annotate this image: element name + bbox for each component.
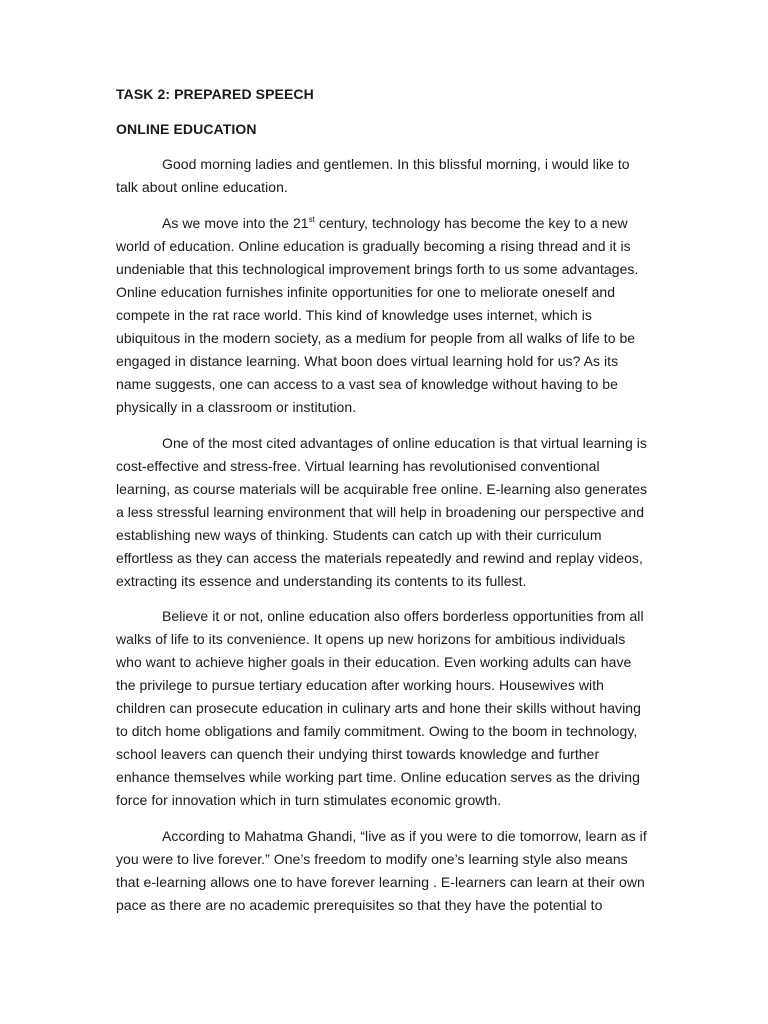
paragraph-line: the privilege to pursue tertiary education after working hours. Housewives with — [116, 677, 604, 693]
paragraph-line: extracting its essence and understanding its contents to its fullest. — [116, 573, 527, 589]
paragraph-line: force for innovation which in turn stimulates economic growth. — [116, 792, 502, 808]
paragraph-line: physically in a classroom or institution. — [116, 399, 357, 415]
paragraph-line: learning, as course materials will be acquirable free online. E-learning also generates — [116, 481, 648, 497]
paragraph-line: Good morning ladies and gentlemen. In this blissful morning, i would like to — [162, 156, 630, 172]
paragraph-line — [116, 212, 656, 235]
paragraph-greeting — [116, 153, 656, 199]
paragraph-line: to ditch home obligations and family commitment. Owing to the boom in technology, — [116, 723, 638, 739]
paragraph-line: a less stressful learning environment that will help in broadening our perspective and — [116, 504, 645, 520]
paragraph-line: you were to live forever.” One’s freedom to modify one’s learning style also means — [116, 851, 628, 867]
paragraph-line: school leavers can quench their undying thirst towards knowledge and further — [116, 746, 600, 762]
paragraph-line: establishing new ways of thinking. Students can catch up with their curriculum — [116, 527, 602, 543]
paragraph-line: effortless as they can access the materials repeatedly and rewind and replay videos, — [116, 550, 643, 566]
paragraph-line: ubiquitous in the modern society, as a medium for people from all walks of life to be — [116, 330, 636, 346]
paragraph-line: One of the most cited advantages of online education is that virtual learning is — [162, 435, 647, 451]
paragraph-borderless — [116, 605, 656, 812]
paragraph-line: children can prosecute education in culinary arts and hone their skills without having — [116, 700, 641, 716]
superscript: st — [308, 215, 315, 224]
text-run: century, technology has become the key to a new — [314, 215, 628, 231]
paragraph-line: who want to achieve higher goals in their education. Even working adults can have — [116, 654, 632, 670]
paragraph-line: world of education. Online education is gradually becoming a rising thread and it is — [116, 238, 631, 254]
paragraph-line: Believe it or not, online education also offers borderless opportunities from all — [162, 608, 644, 624]
paragraph-line: undeniable that this technological improvement brings forth to us some advantages. — [116, 261, 639, 277]
paragraph-line: cost-effective and stress-free. Virtual learning has revolutionised conventional — [116, 458, 600, 474]
paragraph-cost-effective — [116, 432, 656, 593]
paragraph-line: Online education furnishes infinite opportunities for one to meliorate oneself and — [116, 284, 616, 300]
paragraph-line: talk about online education. — [116, 179, 288, 195]
paragraph-forever-learning — [116, 825, 656, 917]
paragraph-line: pace as there are no academic prerequisites so that they have the potential to — [116, 897, 603, 913]
paragraph-line: According to Mahatma Ghandi, “live as if you were to die tomorrow, learn as if — [162, 828, 647, 844]
paragraph-line: walks of life to its convenience. It opens up new horizons for ambitious individuals — [116, 631, 626, 647]
paragraph-line: name suggests, one can access to a vast sea of knowledge without having to be — [116, 376, 618, 392]
task-heading: TASK 2: PREPARED SPEECH — [116, 86, 314, 102]
paragraph-line: enhance themselves while working part time. Online education serves as the driving — [116, 769, 640, 785]
paragraph-line: that e-learning allows one to have forever learning . E-learners can learn at their own — [116, 874, 645, 890]
paragraph-line: engaged in distance learning. What boon does virtual learning hold for us? As its — [116, 353, 619, 369]
paragraph-introduction — [116, 212, 656, 419]
text-run: As we move into the 21 — [162, 215, 309, 231]
paragraph-line: compete in the rat race world. This kind of knowledge uses internet, which is — [116, 307, 592, 323]
section-heading: ONLINE EDUCATION — [116, 121, 257, 137]
